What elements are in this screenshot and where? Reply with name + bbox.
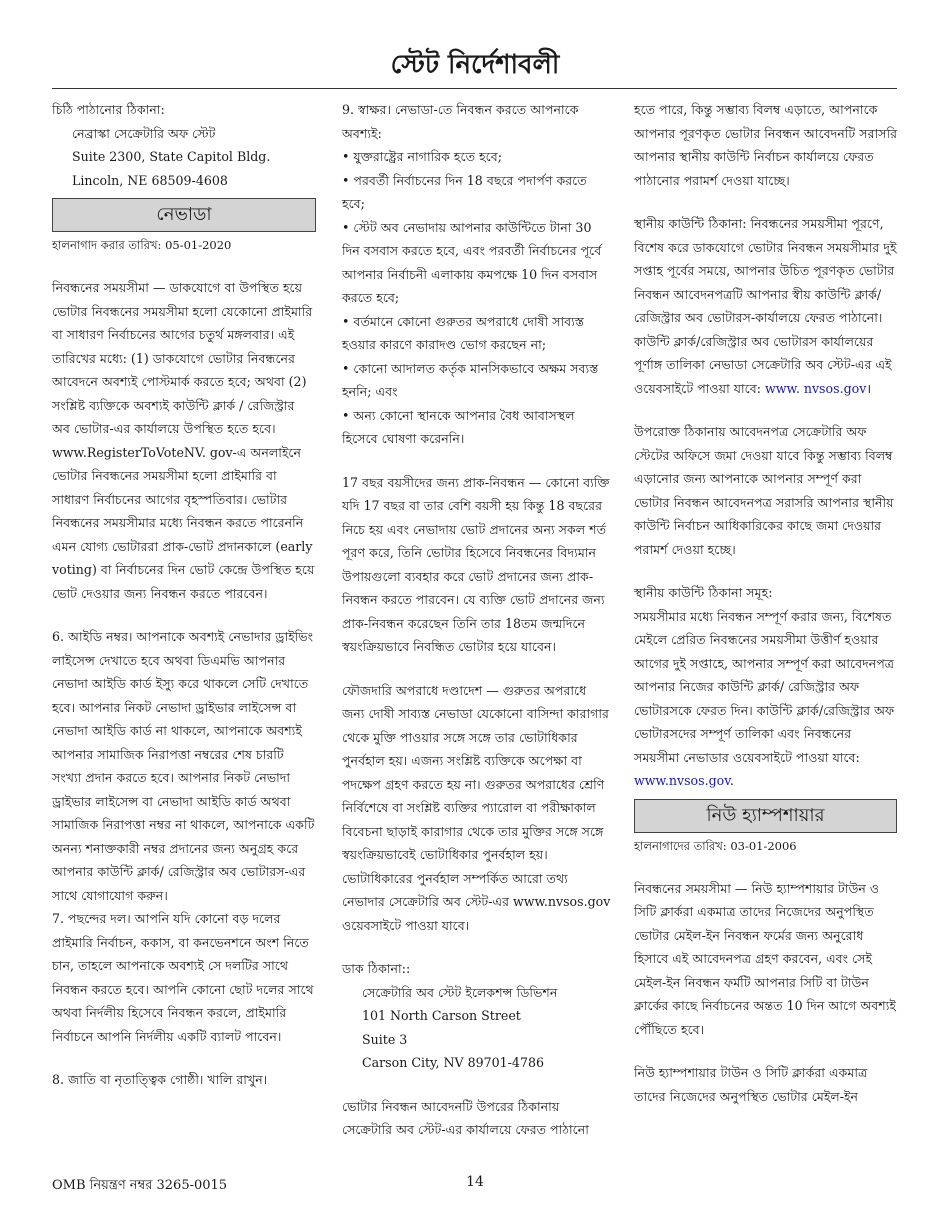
updated-date: হালনাগাদ করার তারিখ: 05-01-2020 <box>52 238 232 252</box>
deadline-paragraph: নিবন্ধনের সময়সীমা — ডাকযোগে বা উপস্থিত হয়ে ভোটার নিবন্ধনের সময়সীমা হলো যেকোনো প্রাইমারি বা সাধারণ নির্বাচনের আগের চতুর্থ মঙ্গলবার। এই তারিখের মধ্যে: (1) ডাকযোগে ভোটার নিবন্ধনের আবেদনে অবশ্যই পোস্টমার্ক করতে হবে; অথবা (2) সংশ্লিষ্ট ব্যক্তিকে অবশ্যই কাউন্টি ক্লার্ক / রেজিস্ট্রার অব ভোটার-এর কার্যালয়ে উপস্থিত হতে হবে। www.RegisterToVoteNV. gov-এ অনলাইনে ভোটার নিবন্ধনের সময়সীমা হলো প্রাইমারি বা সাধারণ নির্বাচনের আগের বৃহস্পতিবার। ভোটার নিবন্ধনের সময়সীমার মধ্যে নিবন্ধন করতে পারেননি এমন যোগ্য ভোটাররা প্রাক-ভোট প্রদানকালে (early voting) বা নির্বাচনের দিন ভোট কেন্দ্রে উপস্থিত হয়ে ভোট দেওয়ার জন্য নিবন্ধন করতে পারবেন। <box>52 280 315 601</box>
office-paragraph: উপরোক্ত ঠিকানায় আবেদনপত্র সেক্রেটারি অফ স্টেটের অফিসে জমা দেওয়া যাবে কিন্তু সম্ভাব্য বিলম্ব এড়ানোর জন্য আপনাকে আপনার সম্পূর্ণ করা ভোটার নিবন্ধন আবেদনপত্র সরাসরি আপনার স্থানীয় কাউন্টি নির্বাচন আধিকারিকের কাছে জমা দেওয়ার পরামর্শ দেওয়া হচ্ছে। <box>634 424 894 557</box>
state-heading-new-hampshire: নিউ হ্যাম্পশায়ার <box>634 799 897 833</box>
nh-deadline-paragraph: নিবন্ধনের সময়সীমা — নিউ হ্যাম্পশায়ার টাউন ও সিটি ক্লার্করা একমাত্র তাদের নিজেদের অনুপস্থিত ভোটার মেইল-ইন নিবন্ধন ফর্মের জন্য অনুরোধ হিসাবে এই আবেদনপত্র গ্রহণ করবেন, এবং সেই মেইল-ইন নিবন্ধন ফর্মটি আপনার সিটি বা টাউন ক্লার্কের কাছে নির্বাচনের অন্তত 10 দিন আগে অবশ্যই পৌঁছিতে হবে। <box>634 880 896 1037</box>
updated-date: হালনাগাদের তারিখ: 03-01-2006 <box>634 838 797 853</box>
mail-address-line: Lincoln, NE 68509-4608 <box>72 172 228 188</box>
mail-address-line: Suite 3 <box>362 1031 408 1047</box>
felony-paragraph: ফৌজদারি অপরাধে দণ্ডাদেশ — গুরুতর অপরাধে জন্য দোষী সাব্যস্ত নেভাডা যেকোনো বাসিন্দা কারাগার থেকে মুক্তি পাওয়ার সঙ্গে সঙ্গে তার ভোটাধিকার পুনর্বহাল হয়। এজন্য সংশ্লিষ্ট ব্যক্তিকে অপেক্ষা বা পদক্ষেপ গ্রহণ করতে হয় না। গুরুতর অপরাধের শ্রেণি নির্বিশেষে বা সংশ্লিষ্ট ব্যক্তির প্যারোল বা পরীক্ষাকাল বিবেচনা ছাড়াই কারাগার থেকে তার মুক্তির সঙ্গে সঙ্গে স্বয়ংক্রিয়ভাবেই ভোটাধিকার পুনর্বহাল হয়। ভোটাধিকারের পুনর্বহাল সম্পর্কিত আরো তথ্য নেভাদার সেক্রেটারি অব স্টেট-এর www.nvsos.gov ওয়েবসাইটে পাওয়া যাবে। <box>342 682 611 933</box>
race-paragraph: 8. জাতি বা নৃতাত্ত্বিক গোষ্ঠী। খালি রাখুন। <box>52 1072 268 1087</box>
return-paragraph: ভোটার নিবন্ধন আবেদনটি উপরের ঠিকানায় সেক্রেটারি অব স্টেট-এর কার্যালয়ে ফেরত পাঠানো <box>342 1098 589 1137</box>
mail-label: ডাক ঠিকানা:: <box>342 961 411 976</box>
signature-bullet: • অন্য কোনো স্থানকে আপনার বৈধ আবাসস্থল হিসেবে ঘোষণা করেননি। <box>342 407 575 446</box>
signature-bullet: • স্টেট অব নেভাদায় আপনার কাউন্টিতে টানা 30 দিন বসবাস করতে হবে, এবং পরবর্তী নির্বাচনের পূর্বে আপনার নির্বাচনী এলাকায় কমপক্ষে 10 দিন বসবাস করতে হবে; <box>342 219 602 305</box>
nvsos-link[interactable]: www.nvsos.gov <box>634 773 730 788</box>
nvsos-link[interactable]: www. nvsos.gov <box>764 380 867 396</box>
signature-bullet: • পরবর্তী নির্বাচনের দিন 18 বছরে পদার্পণ করতে হবে; <box>342 172 587 211</box>
local-county-paragraph: স্থানীয় কাউন্টি ঠিকানা: নিবন্ধনের সময়সীমা পূরণে, বিশেষ করে ডাকযোগে ভোটার নিবন্ধন সময়সীমার দুই সপ্তাহ পূর্বের সময়ে, আপনার উচিত পূরণকৃত ভোটার নিবন্ধন আবেদনপত্রটি আপনার স্বীয় কাউন্টি ক্লার্ক/রেজিস্ট্রার অব ভোটারস-কার্যালয়ে ফেরত পাঠানো। কাউন্টি ক্লার্ক/রেজিস্ট্রার অব ভোটারস কার্যালয়ের পূর্ণাঙ্গ তালিকা নেভাডা সেক্রেটারি অব স্টেট-এর এই ওয়েবসাইটে পাওয়া যাবে: www. nvsos.gov। <box>634 216 897 396</box>
party-paragraph: 7. পছন্দের দল। আপনি যদি কোনো বড় দলের প্রাইমারি নির্বাচন, ককাস, বা কনভেনশনে অংশ নিতে চান, তাহলে আপনাকে অবশ্যই সে দলটির সাথে নিবন্ধন করতে হবে। আপনি কোনো ছোট দলের সাথে অথবা নির্দলীয় হিসেবে নিবন্ধন করলে, প্রাইমারি নির্বাচনে আপনি নির্দলীয় একটি ব্যালট পাবেন। <box>52 911 314 1044</box>
header-rule <box>52 88 897 89</box>
column-2 <box>342 98 612 1142</box>
local-addresses-label: স্থানীয় কাউন্টি ঠিকানা সমূহ: <box>634 585 773 600</box>
page-number: 14 <box>466 1174 484 1190</box>
state-heading-nevada: নেভাডা <box>52 198 316 232</box>
mail-address-line: Suite 2300, State Capitol Bldg. <box>72 149 271 164</box>
signature-intro: 9. স্বাক্ষর। নেভাডা-তে নিবন্ধন করতে আপনাকে অবশ্যই: <box>342 102 579 141</box>
page-title: স্টেট নির্দেশাবলী <box>390 50 560 80</box>
mail-address-line: 101 North Carson Street <box>362 1008 521 1023</box>
mail-label: চিঠি পাঠানোর ঠিকানা: <box>52 102 165 117</box>
signature-bullet: • যুক্তরাষ্ট্রের নাগারিক হতে হবে; <box>342 149 502 164</box>
mail-address-line: সেক্রেটারি অব স্টেট ইলেকশন্স ডিভিশন <box>362 984 558 1000</box>
return-paragraph-continued: হতে পারে, কিন্তু সম্ভাব্য বিলম্ব এড়াতে, আপনাকে আপনার পূরণকৃত ভোটার নিবন্ধন আবেদনটি সরাসরি আপনার স্থানীয় কাউন্টি নির্বাচন কার্যালয়ে ফেরত পাঠানোর পরামর্শ দেওয়া যাচ্ছে। <box>634 102 898 188</box>
preregistration-paragraph: 17 বছর বয়সীদের জন্য প্রাক-নিবন্ধন — কোনো ব্যক্তি যদি 17 বছর বা তার বেশি বয়সী হয় কিন্তু 18 বছরের নিচে হয় এবং নেভাদায় ভোট প্রদানের অন্য সকল শর্ত পূরণ করে, তিনি ভোটার হিসেবে নিবন্ধনের বিদ্যমান উপায়গুলো ব্যবহার করে ভোট প্রদানের জন্য প্রাক-নিবন্ধন করতে পারবেন। যে ব্যক্তি ভোট প্রদানের জন্য প্রাক-নিবন্ধন করেছেন তিনি তার 18তম জন্মদিনে স্বয়ংক্রিয়ভাবে নিবন্ধিত ভোটার হয়ে যাবেন। <box>342 474 610 654</box>
column-1 <box>52 98 316 1092</box>
signature-bullet: • কোনো আদালত কর্তৃক মানসিকভাবে অক্ষম সব্যস্ত হননি; এবং <box>342 360 599 399</box>
id-number-paragraph: 6. আইডি নম্বর। আপনাকে অবশ্যই নেভাদার ড্রাইভিং লাইসেন্স দেখাতে হবে অথবা ডিএমভি আপনার নেভাদা আইডি কার্ড ইস্যু করে থাকলে সেটি দেখাতে হবে। আপনার নিকট নেভাদা ড্রাইভার লাইসেন্স বা নেভাদা আইডি কার্ড না থাকলে, আপনাকে অবশ্যই আপনার সামাজিক নিরাপত্তা নম্বরের শেষ চারটি সংখ্যা প্রদান করতে হবে। আপনার নিকট নেভাদা ড্রাইভার লাইসেন্স বা নেভাদা আইডি কার্ড অথবা সামাজিক নিরাপত্তা নম্বর না থাকলে, আপনাকে একটি অনন্য শনাক্তকারী নম্বর প্রদানের জন্য অনুগ্রহ করে আপনার কাউন্টি ক্লার্ক/ রেজিস্ট্রার অব ভোটারস-এর সাথে যোগাযোগ করুন। <box>52 629 315 903</box>
nh-paragraph: নিউ হ্যাম্পশায়ার টাউন ও সিটি ক্লার্করা একমাত্র তাদের নিজেদের অনুপস্থিত ভোটার মেইল-ইন <box>634 1065 868 1104</box>
column-3 <box>634 98 897 1108</box>
omb-control-number: OMB নিয়ন্ত্রণ নম্বর 3265-0015 <box>52 1178 228 1193</box>
local-addresses-paragraph: সময়সীমার মধ্যে নিবন্ধন সম্পূর্ণ করার জন্য, বিশেষত মেইলে প্রেরিত নিবন্ধনের সময়সীমা উত্তীর্ণ হওয়ার আগের দুই সপ্তাহে, আপনার সম্পূর্ণ করা আবেদনপত্র আপনার নিজের কাউন্টি ক্লার্ক/ রেজিস্ট্রার অফ ভোটারসকে ফেরত দিন। কাউন্টি ক্লার্ক/রেজিস্ট্রার অফ ভোটারসদের সম্পূর্ণ তালিকা এবং নিবন্ধনের সময়সীমা নেভাডার ওয়েবসাইটে পাওয়া যাবে: www.nvsos.gov. <box>634 608 895 788</box>
mail-address-line: Carson City, NV 89701-4786 <box>362 1055 544 1070</box>
mail-address-line: নেব্রাস্কা সেক্রেটারি অফ স্টেট <box>72 125 216 141</box>
signature-bullet: • বর্তমানে কোনো গুরুতর অপরাধে দোষী সাব্যস্ত হওয়ার কারণে কারাদণ্ড ভোগ করছেন না; <box>342 313 584 352</box>
